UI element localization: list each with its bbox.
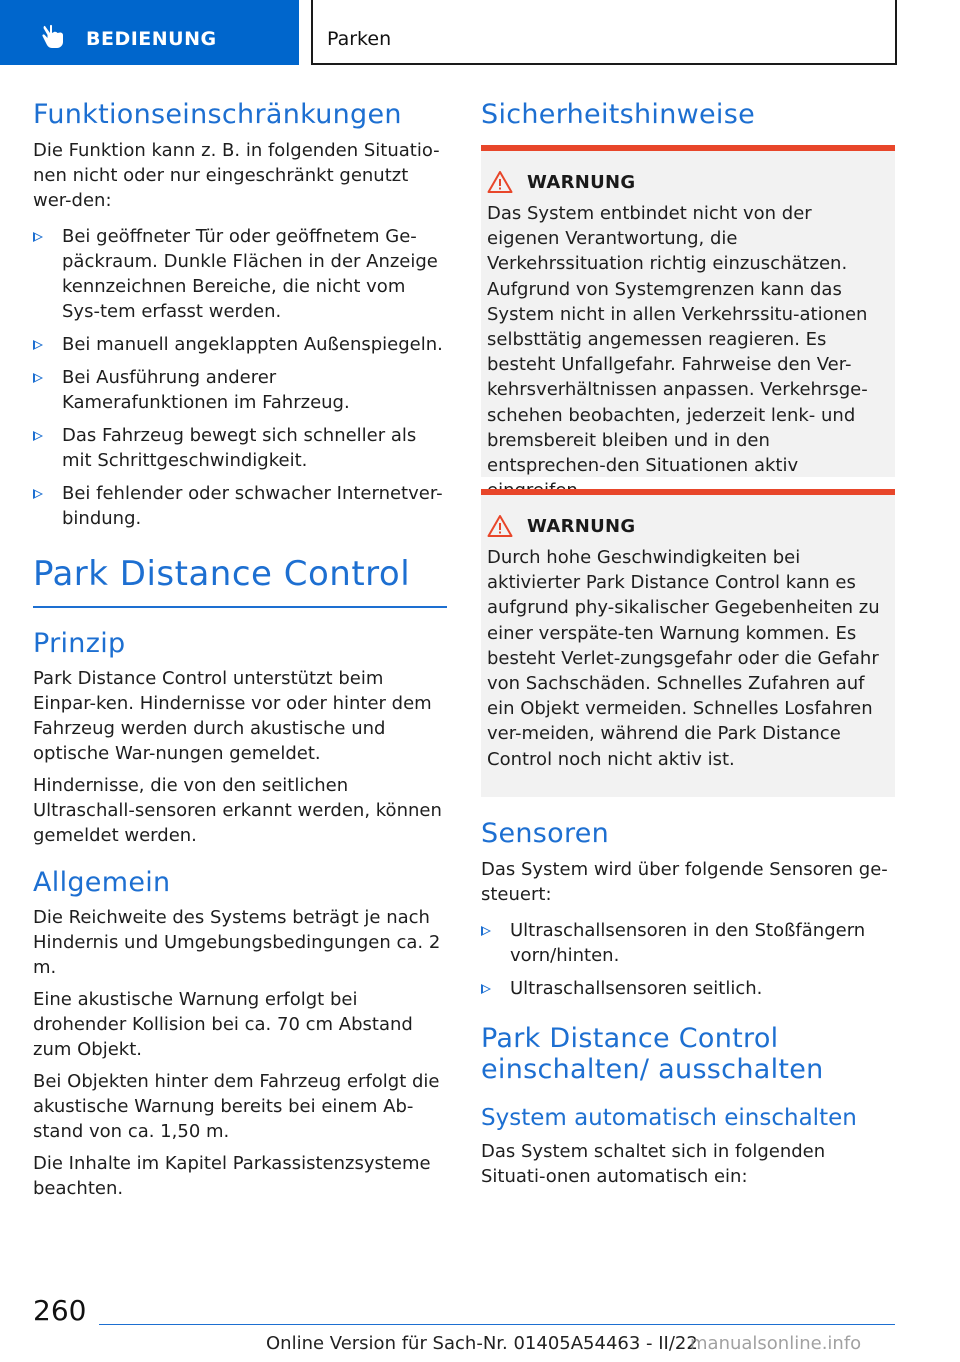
general-paragraph-1: Die Reichweite des Systems beträgt je nach Hindernis und Umgebungsbedingungen ca. 2 m. bbox=[33, 907, 441, 978]
section-tab[interactable] bbox=[0, 0, 299, 65]
sensors-heading: Sensoren bbox=[481, 818, 610, 849]
warning-text: Das System entbindet nicht von der eigenen Verantwortung, die Verkehrssituation richtig einzuschätzen. Aufgrund von Systemgrenzen kann das System nicht in allen Verkehrssitu-ationen selbsttätig angemessen reagieren. Es besteht Unfallgefahr. Fahrweise den Ver-kehrsverhältnissen anpassen. Verkehrsge-schehen beobachten, jederzeit lenk- und bremsbereit bleiben und in den entsprechen-den Situationen aktiv bbox=[487, 203, 868, 477]
warning-triangle-icon bbox=[487, 170, 513, 194]
general-paragraph-4: Die Inhalte im Kapitel Parkassistenzsysteme beachten. bbox=[33, 1153, 431, 1199]
safety-heading: Sicherheitshinweise bbox=[481, 99, 756, 130]
triangle-bullet-icon bbox=[33, 232, 43, 242]
heading-rule bbox=[33, 606, 447, 608]
left-column bbox=[33, 98, 447, 1201]
warning-header bbox=[487, 167, 887, 197]
limits-intro: Die Funktion kann z. B. in folgenden Situatio-nen nicht oder nur eingeschränkt genutzt wer-den: bbox=[33, 140, 440, 211]
auto-heading: System automatisch einschalten bbox=[481, 1105, 857, 1131]
list-item: Bei manuell angeklappten Außenspiegeln. bbox=[33, 332, 447, 357]
triangle-bullet-icon bbox=[481, 984, 491, 994]
general-paragraph-2: Eine akustische Warnung erfolgt bei drohender Kollision bei ca. 70 cm Abstand zum Objekt. bbox=[33, 989, 413, 1060]
limits-heading: Funktionseinschränkungen bbox=[33, 99, 402, 130]
watermark: manualsonline.info bbox=[690, 1333, 862, 1354]
warning-text: Durch hohe Geschwindigkeiten bei aktivierter Park Distance Control kann es aufgrund phy-sikalischer Gegebenheiten zu einer verspäte-ten Warnung kommen. Es besteht Verlet-zungsgefahr oder die Gefahr von Sachschäden. Schnelles Zufahren auf ein Objekt vermeiden. Schnelles Losfahren ver-meiden, während die Park Distance Control noch nicht aktiv ist. bbox=[487, 547, 880, 770]
warning-triangle-icon bbox=[487, 514, 513, 538]
chapter-header bbox=[311, 0, 897, 65]
list-item: Das Fahrzeug bewegt sich schneller als mit Schrittgeschwindigkeit. bbox=[33, 423, 447, 473]
section-label: BEDIENUNG bbox=[86, 28, 217, 50]
right-column bbox=[481, 98, 895, 132]
principle-paragraph-2: Hindernisse, die von den seitlichen Ultraschall-sensoren erkannt werden, können gemeldet werden. bbox=[33, 775, 442, 846]
triangle-bullet-icon bbox=[33, 489, 43, 499]
triangle-bullet-icon bbox=[481, 926, 491, 936]
switch-heading: Park Distance Control einschalten/ ausschalten bbox=[481, 1023, 824, 1085]
principle-paragraph-1: Park Distance Control unterstützt beim Einpar-ken. Hindernisse vor oder hinter dem Fahrzeug werden durch akustische und optische War-nungen gemeldet. bbox=[33, 668, 432, 764]
auto-intro: Das System schaltet sich in folgenden Situati-onen automatisch ein: bbox=[481, 1141, 826, 1187]
chapter-title: Parken bbox=[327, 28, 392, 50]
list-item: Bei geöffneter Tür oder geöffnetem Ge-päckraum. Dunkle Flächen in der Anzeige kennzeichnen Bereiche, die nicht vom Sys-tem erfasst werden. bbox=[33, 224, 447, 324]
warning-box-2 bbox=[481, 489, 895, 797]
sensors-list bbox=[481, 918, 895, 1001]
sensors-intro: Das System wird über folgende Sensoren ge-steuert: bbox=[481, 859, 888, 905]
limits-list bbox=[33, 224, 447, 531]
warning-title: WARNUNG bbox=[527, 171, 636, 193]
hand-icon bbox=[38, 20, 68, 50]
list-item: Ultraschallsensoren seitlich. bbox=[481, 976, 895, 1001]
page-number: 260 bbox=[33, 1294, 87, 1327]
triangle-bullet-icon bbox=[33, 340, 43, 350]
footer-rule bbox=[99, 1324, 895, 1325]
general-paragraph-3: Bei Objekten hinter dem Fahrzeug erfolgt die akustische Warnung bereits bei einem Ab-stand von ca. 1,50 m. bbox=[33, 1071, 440, 1142]
triangle-bullet-icon bbox=[33, 431, 43, 441]
warning-header bbox=[487, 511, 887, 541]
list-item: Bei fehlender oder schwacher Internetver-bindung. bbox=[33, 481, 447, 531]
warning-title: WARNUNG bbox=[527, 515, 636, 537]
right-column-lower bbox=[481, 817, 895, 1189]
online-version-note: Online Version für Sach-Nr. 01405A54463 - II/22 bbox=[266, 1333, 698, 1354]
triangle-bullet-icon bbox=[33, 373, 43, 383]
principle-heading: Prinzip bbox=[33, 628, 126, 659]
general-heading: Allgemein bbox=[33, 867, 171, 898]
list-item: Bei Ausführung anderer Kamerafunktionen im Fahrzeug. bbox=[33, 365, 447, 415]
warning-box-1 bbox=[481, 145, 895, 477]
list-item: Ultraschallsensoren in den Stoßfängern vorn/hinten. bbox=[481, 918, 895, 968]
pdc-heading: Park Distance Control bbox=[33, 554, 411, 594]
